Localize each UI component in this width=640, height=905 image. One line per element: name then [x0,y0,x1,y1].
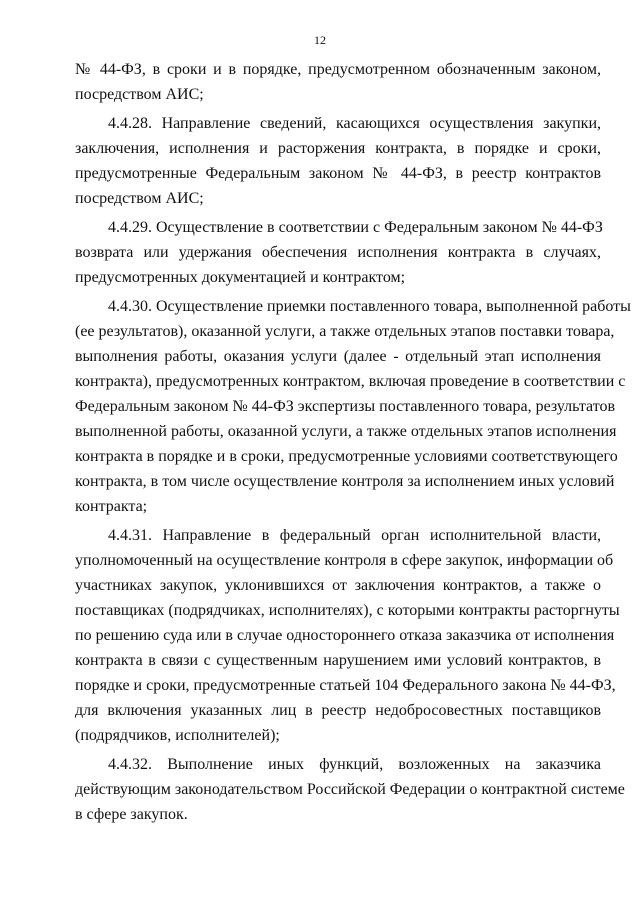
text-line: контракта в порядке и в сроки, предусмотренные условиями соответствующего [75,448,618,465]
text-line: предусмотренные Федеральным законом № 44-ФЗ, в реестр контрактов [75,165,601,182]
paragraph-4-4-30 [75,294,631,519]
text-line: уполномоченный на осуществление контроля в сфере закупок, информации об [75,552,614,569]
text-line: 4.4.28. Направление сведений, касающихся осуществления закупки, [108,115,601,132]
text-line: в сфере закупок. [75,806,188,823]
text-line: 4.4.31. Направление в федеральный орган исполнительной власти, [108,527,601,544]
text-line: контракта; [75,498,148,515]
text-line: посредством АИС; [75,86,204,103]
paragraph-4-4-29 [75,215,601,290]
text-line: 4.4.30. Осуществление приемки поставленного товара, выполненной работы [108,298,631,315]
paragraph-4-4-32 [75,752,625,827]
text-line: поставщиках (подрядчиках, исполнителях), с которыми контракты расторгнуты [75,602,620,619]
paragraph-4-4-31 [75,523,620,748]
document-body [75,57,631,827]
text-line: выполнения работы, оказания услуги (далее - отдельный этап исполнения [75,348,601,365]
text-line: контракта, в том числе осуществление контроля за исполнением иных условий [75,473,615,490]
text-line: (подрядчиков, исполнителей); [75,727,280,744]
text-line: контракта), предусмотренных контрактом, включая проведение в соответствии с [75,373,626,390]
text-line: 4.4.32. Выполнение иных функций, возложенных на заказчика [108,756,601,773]
text-line: для включения указанных лиц в реестр недобросовестных поставщиков [75,702,601,719]
text-line: порядке и сроки, предусмотренные статьей 104 Федерального закона № 44-ФЗ, [75,677,616,694]
page-number: 12 [314,33,326,47]
paragraph-continuation [75,57,601,107]
text-line: посредством АИС; [75,190,204,207]
text-line: 4.4.29. Осуществление в соответствии с Федеральным законом № 44-ФЗ [108,219,603,236]
paragraph-4-4-28 [75,111,601,211]
text-line: предусмотренных документацией и контрактом; [75,269,406,286]
text-line: участниках закупок, уклонившихся от заключения контрактов, а также о [75,577,601,594]
text-line: заключения, исполнения и расторжения контракта, в порядке и сроки, [75,140,601,157]
text-line: действующим законодательством Российской Федерации о контрактной системе [75,781,625,798]
text-line: № 44-ФЗ, в сроки и в порядке, предусмотренном обозначенным законом, [75,61,601,78]
text-line: по решению суда или в случае одностороннего отказа заказчика от исполнения [75,627,615,644]
text-line: контракта в связи с существенным нарушением ими условий контрактов, в [75,652,601,669]
text-line: возврата или удержания обеспечения исполнения контракта в случаях, [75,244,601,261]
text-line: выполненной работы, оказанной услуги, а также отдельных этапов исполнения [75,423,617,440]
text-line: (ее результатов), оказанной услуги, а также отдельных этапов поставки товара, [75,323,615,340]
text-line: Федеральным законом № 44-ФЗ экспертизы поставленного товара, результатов [75,398,616,415]
